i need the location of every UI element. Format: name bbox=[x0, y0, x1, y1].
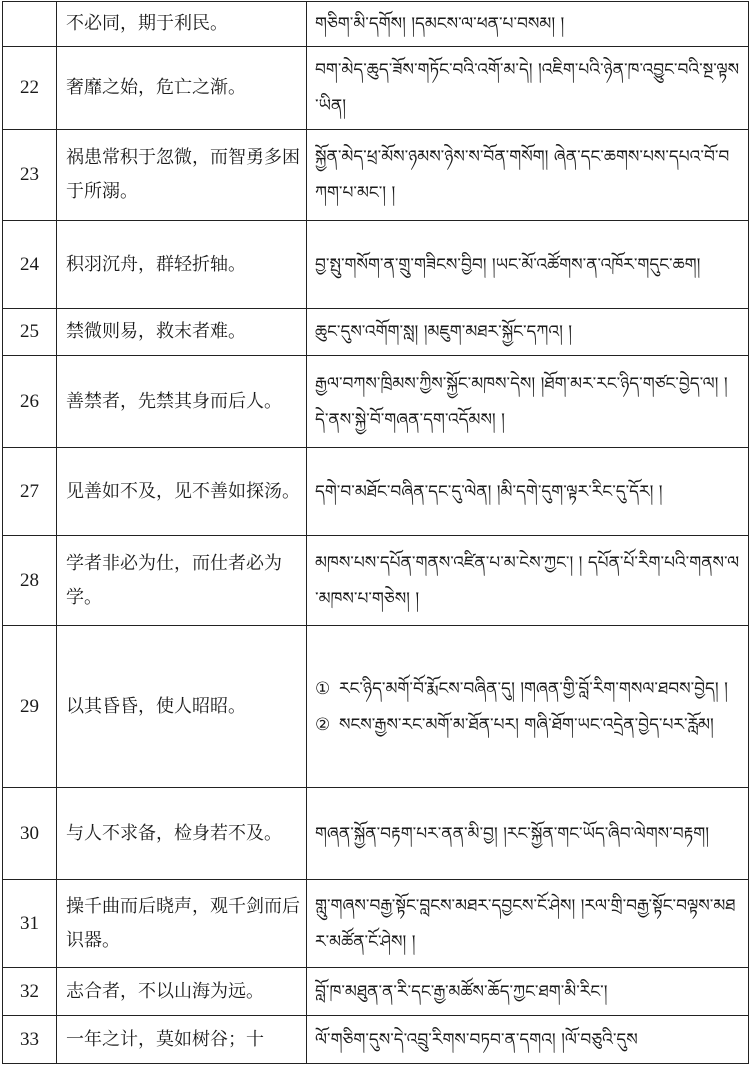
tibetan-line: ལོ་གཅིག་དུས་དེ་འབྲུ་རིགས་བཏབ་ན་དགའ། །ལོ་བཅུའི་དུས bbox=[315, 1029, 638, 1050]
tibetan-text bbox=[307, 356, 749, 448]
table-row bbox=[3, 448, 749, 536]
table-row bbox=[3, 309, 749, 356]
row-number: 29 bbox=[3, 626, 57, 788]
row-number: 27 bbox=[3, 448, 57, 536]
tibetan-text bbox=[307, 626, 749, 788]
tibetan-line bbox=[315, 707, 740, 743]
table-row bbox=[3, 130, 749, 221]
chinese-text: 一年之计，莫如树谷；十 bbox=[57, 1016, 307, 1064]
tibetan-text bbox=[307, 2, 749, 47]
tibetan-line: བག་མེད་ཆུད་ཟོས་གཏོང་བའི་འགོ་མ་དེ། །འཇིག་པའི་ཉེན་ཁ་འབྱུང་བའི་སྔ་ལྟས་ཡིན། bbox=[315, 60, 740, 116]
row-number: 32 bbox=[3, 968, 57, 1016]
chinese-text: 志合者，不以山海为远。 bbox=[57, 968, 307, 1016]
tibetan-line: རྒྱལ་བཀས་ཁྲིམས་ཀྱིས་སྐྱོང་མཁས་དེས། །ཐོག་མར་རང་ཉིད་གཙང་བྱེད་ལ། །དེ་ནས་སྐྱེ་བོ་གཞན་དག་འདོམས། ། bbox=[315, 373, 728, 430]
table-row bbox=[3, 626, 749, 788]
circled-two-marker: ② bbox=[315, 714, 331, 735]
table-row bbox=[3, 536, 749, 626]
chinese-text: 与人不求备，检身若不及。 bbox=[57, 788, 307, 880]
tibetan-text bbox=[307, 221, 749, 309]
chinese-text: 祸患常积于忽微，而智勇多困于所溺。 bbox=[57, 130, 307, 221]
tibetan-text bbox=[307, 47, 749, 130]
chinese-text: 见善如不及，见不善如探汤。 bbox=[57, 448, 307, 536]
chinese-text: 积羽沉舟，群轻折轴。 bbox=[57, 221, 307, 309]
chinese-text: 操千曲而后晓声，观千剑而后识器。 bbox=[57, 880, 307, 968]
chinese-text: 奢靡之始，危亡之渐。 bbox=[57, 47, 307, 130]
tibetan-line: དགེ་བ་མཐོང་བཞིན་དང་དུ་ལེན། །མི་དགེ་དུག་ལྟར་རིང་དུ་དོར། ། bbox=[315, 481, 663, 502]
tibetan-text bbox=[307, 536, 749, 626]
table-row bbox=[3, 788, 749, 880]
tibetan-text bbox=[307, 130, 749, 221]
tibetan-text bbox=[307, 968, 749, 1016]
tibetan-line: བློ་ཁ་མཐུན་ན་རི་དང་རྒྱ་མཚོས་ཆོད་ཀྱང་ཐག་མི་རིང་། bbox=[315, 981, 608, 1002]
table-row bbox=[3, 356, 749, 448]
tibetan-line bbox=[315, 671, 740, 707]
tibetan-line: ཆུང་དུས་འགོག་སླ། །མཇུག་མཐར་སྐྱོང་དཀའ། ། bbox=[315, 322, 573, 342]
tibetan-text bbox=[307, 1016, 749, 1064]
tibetan-line: གཞན་སྐྱོན་བརྟག་པར་ནན་མི་བྱ། །རང་སྐྱོན་གང་ཡོད་ཞིབ་ལེགས་བརྟག། bbox=[315, 823, 710, 844]
chinese-text: 以其昏昏，使人昭昭。 bbox=[57, 626, 307, 788]
phrase-table bbox=[2, 1, 749, 1064]
table-row bbox=[3, 221, 749, 309]
tibetan-text bbox=[307, 448, 749, 536]
table-row bbox=[3, 47, 749, 130]
chinese-text: 善禁者，先禁其身而后人。 bbox=[57, 356, 307, 448]
row-number: 28 bbox=[3, 536, 57, 626]
circled-one-marker: ① bbox=[315, 678, 331, 699]
table-row bbox=[3, 968, 749, 1016]
chinese-text: 学者非必为仕，而仕者必为学。 bbox=[57, 536, 307, 626]
tibetan-line: སྐྱོན་མེད་ཕྲ་མོས་ཉམས་ཉེས་ས་བོན་གསོག། ཞེན་དང་ཆགས་པས་དཔའ་བོ་བཀག་པ་མང་། ། bbox=[315, 147, 730, 203]
row-number: 33 bbox=[3, 1016, 57, 1064]
tibetan-line: བྱ་སྤུ་གསོག་ན་གྲུ་གཟིངས་བྱིབ། །ཡང་མོ་འཚོགས་ན་འཁོར་གདུང་ཆག། bbox=[315, 254, 701, 275]
tibetan-text bbox=[307, 309, 749, 356]
tibetan-line: གླུ་གཞས་བརྒྱ་སྟོང་བླངས་མཐར་དབྱངས་ངོ་ཤེས། །རལ་གྲི་བརྒྱ་སྟོང་བལྟས་མཐར་མཚོན་ངོ་ཤེས། ། bbox=[315, 895, 736, 952]
row-number: 23 bbox=[3, 130, 57, 221]
chinese-text: 禁微则易，救末者难。 bbox=[57, 309, 307, 356]
row-number: 26 bbox=[3, 356, 57, 448]
row-number: 31 bbox=[3, 880, 57, 968]
row-number: 25 bbox=[3, 309, 57, 356]
tibetan-line: གཅིག་མི་དགོས། །དམངས་ལ་ཕན་པ་བསམ། ། bbox=[315, 14, 565, 34]
table-row bbox=[3, 880, 749, 968]
row-number: 24 bbox=[3, 221, 57, 309]
row-number: 30 bbox=[3, 788, 57, 880]
tibetan-line-text: སངས་རྒྱས་རང་མགོ་མ་ཐོན་པར། གཞི་ཐོག་ཡང་འདྲེན་བྱེད་པར་རློམ། bbox=[339, 714, 714, 735]
row-number: 22 bbox=[3, 47, 57, 130]
tibetan-text bbox=[307, 880, 749, 968]
tibetan-line-text: རང་ཉིད་མགོ་བོ་རྨོངས་བཞིན་དུ། །གཞན་གྱི་བློ་རིག་གསལ་ཐབས་བྱེད། ། bbox=[339, 678, 728, 699]
table-row bbox=[3, 1016, 749, 1064]
tibetan-text bbox=[307, 788, 749, 880]
table-row bbox=[3, 2, 749, 47]
chinese-text: 不必同，期于利民。 bbox=[57, 2, 307, 47]
row-number bbox=[3, 2, 57, 47]
tibetan-line: མཁས་པས་དཔོན་གནས་འཛིན་པ་མ་ངེས་ཀྱང་། ། དཔོན་པོ་རིག་པའི་གནས་ལ་མཁས་པ་གཅེས། ། bbox=[315, 552, 740, 609]
